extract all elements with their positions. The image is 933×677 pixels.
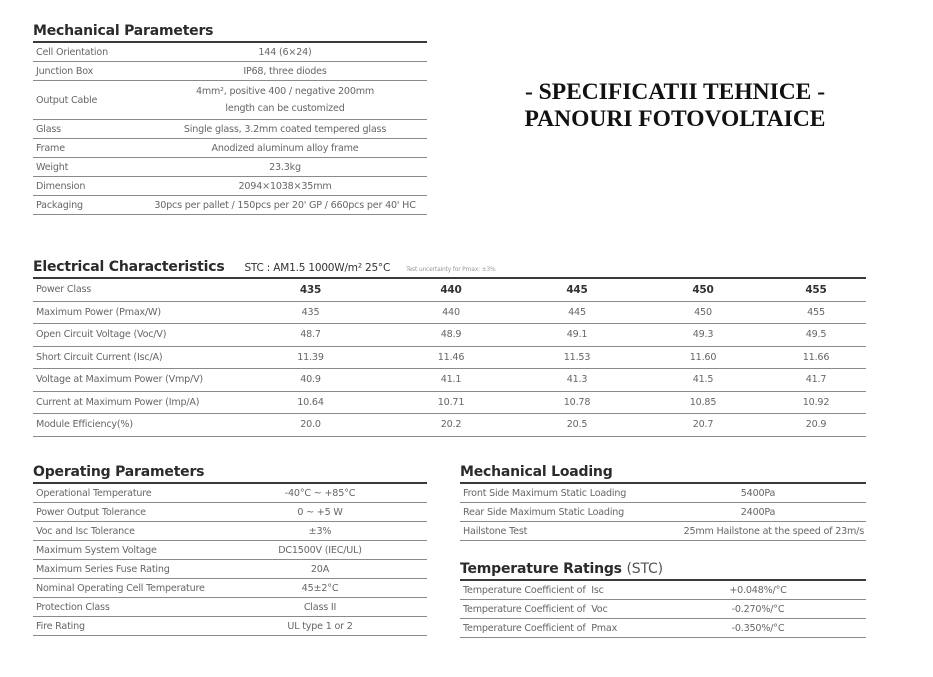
row-label: Cell Orientation — [33, 43, 143, 62]
row-value: 2094×1038×35mm — [143, 177, 427, 196]
row-label: Maximum System Voltage — [33, 541, 213, 560]
cell-value: 10.85 — [640, 391, 766, 414]
table-row — [33, 617, 427, 636]
row-label: Nominal Operating Cell Temperature — [33, 579, 213, 598]
table-row — [33, 484, 427, 503]
page-banner — [490, 79, 860, 133]
row-label: Front Side Maximum Static Loading — [460, 484, 650, 503]
row-value: Class II — [213, 598, 427, 617]
table-row — [33, 139, 427, 158]
row-value: DC1500V (IEC/UL) — [213, 541, 427, 560]
table-row — [33, 62, 427, 81]
cell-value: 440 — [388, 301, 514, 324]
row-label: Packaging — [33, 196, 143, 215]
table-row — [33, 503, 427, 522]
electrical-characteristics-section — [33, 258, 866, 437]
cell-value: 49.1 — [514, 324, 640, 347]
mechanical-loading-section — [460, 463, 866, 541]
table-row — [33, 324, 866, 347]
cell-value: 40.9 — [233, 369, 388, 392]
table-row — [33, 196, 427, 215]
row-label: Frame — [33, 139, 143, 158]
cell-value: 11.66 — [766, 346, 866, 369]
test-uncertainty-note: Test uncertainty for Pmax: ±3% — [406, 266, 496, 273]
cell-value: 20.2 — [388, 414, 514, 437]
row-value: Single glass, 3.2mm coated tempered glass — [143, 120, 427, 139]
cell-value: 10.78 — [514, 391, 640, 414]
table-row — [33, 177, 427, 196]
row-value: 45±2°C — [213, 579, 427, 598]
table-row — [33, 43, 427, 62]
cell-value: 445 — [514, 301, 640, 324]
banner-line-2: PANOURI FOTOVOLTAICE — [524, 106, 826, 132]
cell-value: 10.71 — [388, 391, 514, 414]
electrical-characteristics-table — [33, 279, 866, 437]
cell-value: 11.46 — [388, 346, 514, 369]
row-label: Fire Rating — [33, 617, 213, 636]
stc-conditions: STC : AM1.5 1000W/m² 25°C — [244, 262, 391, 274]
row-label: Junction Box — [33, 62, 143, 81]
row-label: Glass — [33, 120, 143, 139]
row-value: -40°C ~ +85°C — [213, 484, 427, 503]
section-title — [460, 560, 866, 581]
table-row — [460, 600, 866, 619]
row-label: Maximum Power (Pmax/W) — [33, 301, 233, 324]
cell-value: 48.9 — [388, 324, 514, 347]
cell-value: 41.5 — [640, 369, 766, 392]
table-row — [33, 158, 427, 177]
table-row — [460, 503, 866, 522]
table-row — [33, 391, 866, 414]
row-value: 23.3kg — [143, 158, 427, 177]
row-label: Voc and Isc Tolerance — [33, 522, 213, 541]
power-class-435: 435 — [233, 279, 388, 301]
row-label: Protection Class — [33, 598, 213, 617]
section-title — [33, 258, 866, 279]
table-row — [460, 581, 866, 600]
section-title: Mechanical Parameters — [33, 22, 427, 43]
section-title-suffix: (STC) — [626, 561, 663, 577]
row-value: -0.270%/°C — [650, 600, 866, 619]
table-row — [33, 369, 866, 392]
row-value: UL type 1 or 2 — [213, 617, 427, 636]
row-value-line2: length can be customized — [225, 103, 345, 114]
section-title: Operating Parameters — [33, 463, 427, 484]
cell-value: 10.92 — [766, 391, 866, 414]
row-label: Hailstone Test — [460, 522, 650, 541]
row-label: Open Circuit Voltage (Voc/V) — [33, 324, 233, 347]
row-label: Weight — [33, 158, 143, 177]
cell-value: 455 — [766, 301, 866, 324]
mechanical-loading-table — [460, 484, 866, 541]
row-value: 25mm Hailstone at the speed of 23m/s — [650, 522, 866, 541]
row-label: Maximum Series Fuse Rating — [33, 560, 213, 579]
row-label: Current at Maximum Power (Imp/A) — [33, 391, 233, 414]
cell-value: 11.39 — [233, 346, 388, 369]
table-row — [33, 81, 427, 120]
cell-value: 10.64 — [233, 391, 388, 414]
table-row — [33, 301, 866, 324]
row-label: Module Efficiency(%) — [33, 414, 233, 437]
cell-value: 11.60 — [640, 346, 766, 369]
row-value: 5400Pa — [650, 484, 866, 503]
table-row — [33, 560, 427, 579]
table-row — [33, 414, 866, 437]
table-row — [460, 619, 866, 638]
cell-value: 20.0 — [233, 414, 388, 437]
row-value-line1: 4mm², positive 400 / negative 200mm — [195, 86, 375, 97]
power-class-450: 450 — [640, 279, 766, 301]
section-title-text: Electrical Characteristics — [33, 259, 225, 275]
row-value — [143, 81, 427, 120]
power-class-row — [33, 279, 866, 301]
section-title-text: Temperature Ratings — [460, 561, 622, 577]
row-label: Temperature Coefficient of Isc — [460, 581, 650, 600]
power-class-455: 455 — [766, 279, 866, 301]
row-label: Dimension — [33, 177, 143, 196]
row-label: Output Cable — [33, 81, 143, 120]
row-label: Rear Side Maximum Static Loading — [460, 503, 650, 522]
cell-value: 41.1 — [388, 369, 514, 392]
table-row — [33, 120, 427, 139]
table-row — [33, 541, 427, 560]
operating-parameters-table — [33, 484, 427, 636]
row-label: Operational Temperature — [33, 484, 213, 503]
cell-value: 20.5 — [514, 414, 640, 437]
temperature-ratings-table — [460, 581, 866, 638]
cell-value: 11.53 — [514, 346, 640, 369]
cell-value: 450 — [640, 301, 766, 324]
row-value: +0.048%/°C — [650, 581, 866, 600]
row-value: ±3% — [213, 522, 427, 541]
operating-parameters-section — [33, 463, 427, 636]
row-value: 144 (6×24) — [143, 43, 427, 62]
mechanical-parameters-table — [33, 43, 427, 215]
row-label: Voltage at Maximum Power (Vmp/V) — [33, 369, 233, 392]
table-row — [33, 522, 427, 541]
mechanical-parameters-section — [33, 22, 427, 215]
cell-value: 435 — [233, 301, 388, 324]
row-label: Temperature Coefficient of Voc — [460, 600, 650, 619]
table-row — [460, 522, 866, 541]
cell-value: 41.3 — [514, 369, 640, 392]
cell-value: 49.5 — [766, 324, 866, 347]
power-class-440: 440 — [388, 279, 514, 301]
row-value: IP68, three diodes — [143, 62, 427, 81]
table-row — [33, 579, 427, 598]
row-value: 0 ~ +5 W — [213, 503, 427, 522]
cell-value: 48.7 — [233, 324, 388, 347]
row-value: Anodized aluminum alloy frame — [143, 139, 427, 158]
table-row — [33, 346, 866, 369]
row-label: Power Output Tolerance — [33, 503, 213, 522]
temperature-ratings-section — [460, 560, 866, 638]
table-row — [460, 484, 866, 503]
row-label: Power Class — [33, 279, 233, 301]
row-label: Short Circuit Current (Isc/A) — [33, 346, 233, 369]
cell-value: 49.3 — [640, 324, 766, 347]
cell-value: 41.7 — [766, 369, 866, 392]
row-value: -0.350%/°C — [650, 619, 866, 638]
table-row — [33, 598, 427, 617]
cell-value: 20.9 — [766, 414, 866, 437]
row-value: 30pcs per pallet / 150pcs per 20' GP / 660pcs per 40' HC — [143, 196, 427, 215]
row-value: 20A — [213, 560, 427, 579]
cell-value: 20.7 — [640, 414, 766, 437]
section-title: Mechanical Loading — [460, 463, 866, 484]
banner-line-1: - SPECIFICATII TEHNICE - — [524, 79, 826, 105]
row-value: 2400Pa — [650, 503, 866, 522]
power-class-445: 445 — [514, 279, 640, 301]
row-label: Temperature Coefficient of Pmax — [460, 619, 650, 638]
